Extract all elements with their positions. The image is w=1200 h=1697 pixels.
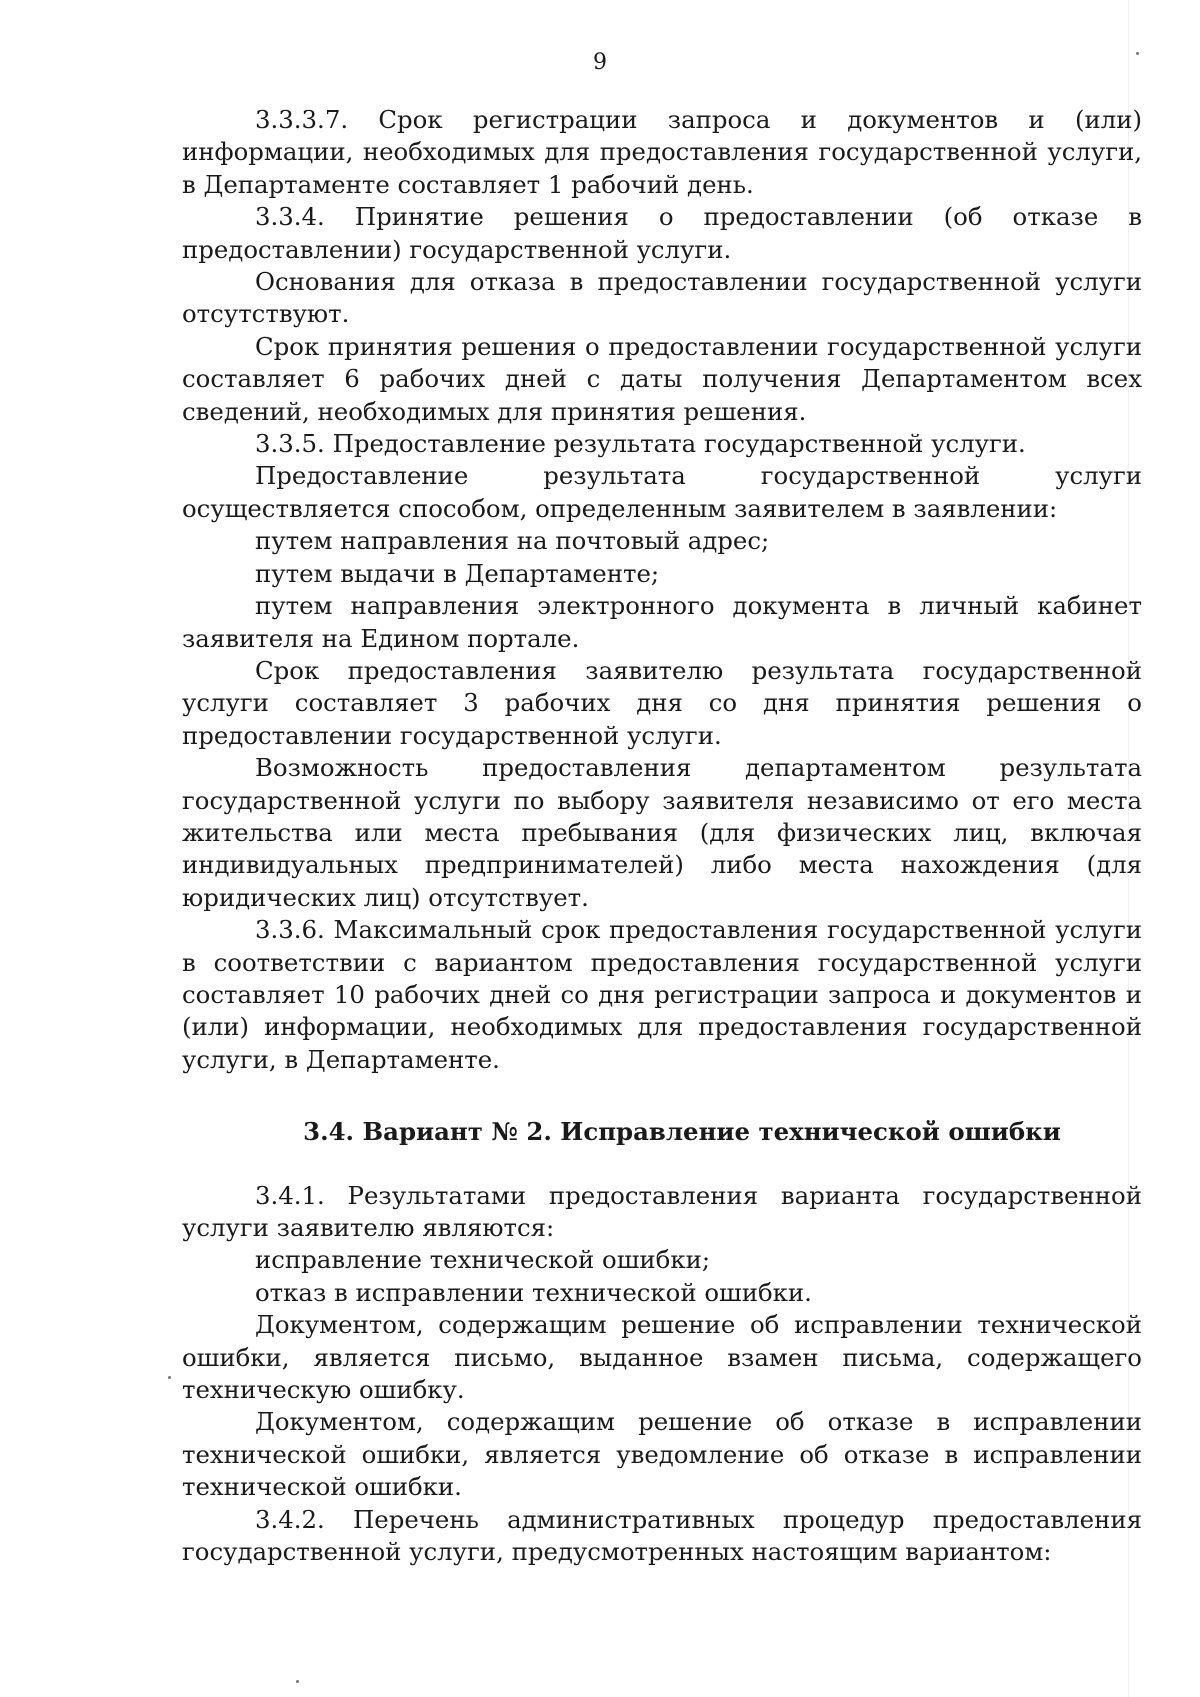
paragraph-3-3-3-7: 3.3.3.7. Срок регистрации запроса и документов и (или) информации, необходимых для предоставления государственной услуги, в Департаменте составляет 1 рабочий день. — [182, 105, 1142, 199]
paragraph-correction-document: Документом, содержащим решение об исправлении технической ошибки, является письмо, выданное взамен письма, содержащего техническую ошибку. — [182, 1310, 1142, 1405]
paragraph-refusal-grounds: Основания для отказа в предоставлении государственной услуги отсутствуют. — [182, 267, 1142, 329]
paragraph-extraterritorial: Возможность предоставления департаментом результата государственной услуги по выбору заявителя независимо от его места жительства или места пребывания (для физических лиц, включая индивидуальных предпринимателей) либо места нахождения (для юридических лиц) отсутствует. — [182, 753, 1142, 912]
list-item-department: путем выдачи в Департаменте; — [255, 558, 660, 588]
paragraph-result-method: Предоставление результата государственной услуги осуществляется способом, определенным заявителем в заявлении: — [182, 461, 1142, 523]
list-item-electronic: путем направления электронного документа в личный кабинет заявителя на Едином портале. — [182, 591, 1142, 653]
document-body — [182, 104, 1142, 1568]
scan-speck — [1136, 52, 1139, 55]
page-number: 9 — [593, 50, 607, 75]
paragraph-decision-term: Срок принятия решения о предоставлении государственной услуги составляет 6 рабочих дней с даты получения Департаментом всех сведений, необходимых для принятия решения. — [182, 331, 1142, 426]
scan-speck — [296, 1680, 299, 1683]
list-item-correction: исправление технической ошибки; — [255, 1245, 711, 1275]
scan-speck — [168, 1376, 171, 1379]
paragraph-3-3-6: 3.3.6. Максимальный срок предоставления государственной услуги в соответствии с вариантом предоставления государственной услуги составляет 10 рабочих дней со дня регистрации запроса и документов и (или) информации, необходимых для предоставления государственной услуги, в Департаменте. — [182, 915, 1142, 1074]
list-item-refusal: отказ в исправлении технической ошибки. — [255, 1277, 812, 1307]
paragraph-refusal-document: Документом, содержащим решение об отказе в исправлении технической ошибки, является уведомление об отказе в исправлении технической ошибки. — [182, 1407, 1142, 1502]
section-heading: 3.4. Вариант № 2. Исправление технической ошибки — [303, 1117, 1061, 1147]
paragraph-3-4-2: 3.4.2. Перечень административных процедур предоставления государственной услуги, предусмотренных настоящим вариантом: — [182, 1504, 1142, 1567]
paragraph-result-term: Срок предоставления заявителю результата государственной услуги составляет 3 рабочих дня со дня принятия решения о предоставлении государственной услуги. — [182, 655, 1142, 750]
paragraph-3-3-5: 3.3.5. Предоставление результата государственной услуги. — [255, 429, 1026, 459]
paragraph-3-4-1: 3.4.1. Результатами предоставления варианта государственной услуги заявителю являются: — [182, 1180, 1142, 1242]
paragraph-3-3-4: 3.3.4. Принятие решения о предоставлении (об отказе в предоставлении) государственной услуги. — [182, 202, 1142, 264]
list-item-postal: путем направления на почтовый адрес; — [255, 526, 770, 556]
